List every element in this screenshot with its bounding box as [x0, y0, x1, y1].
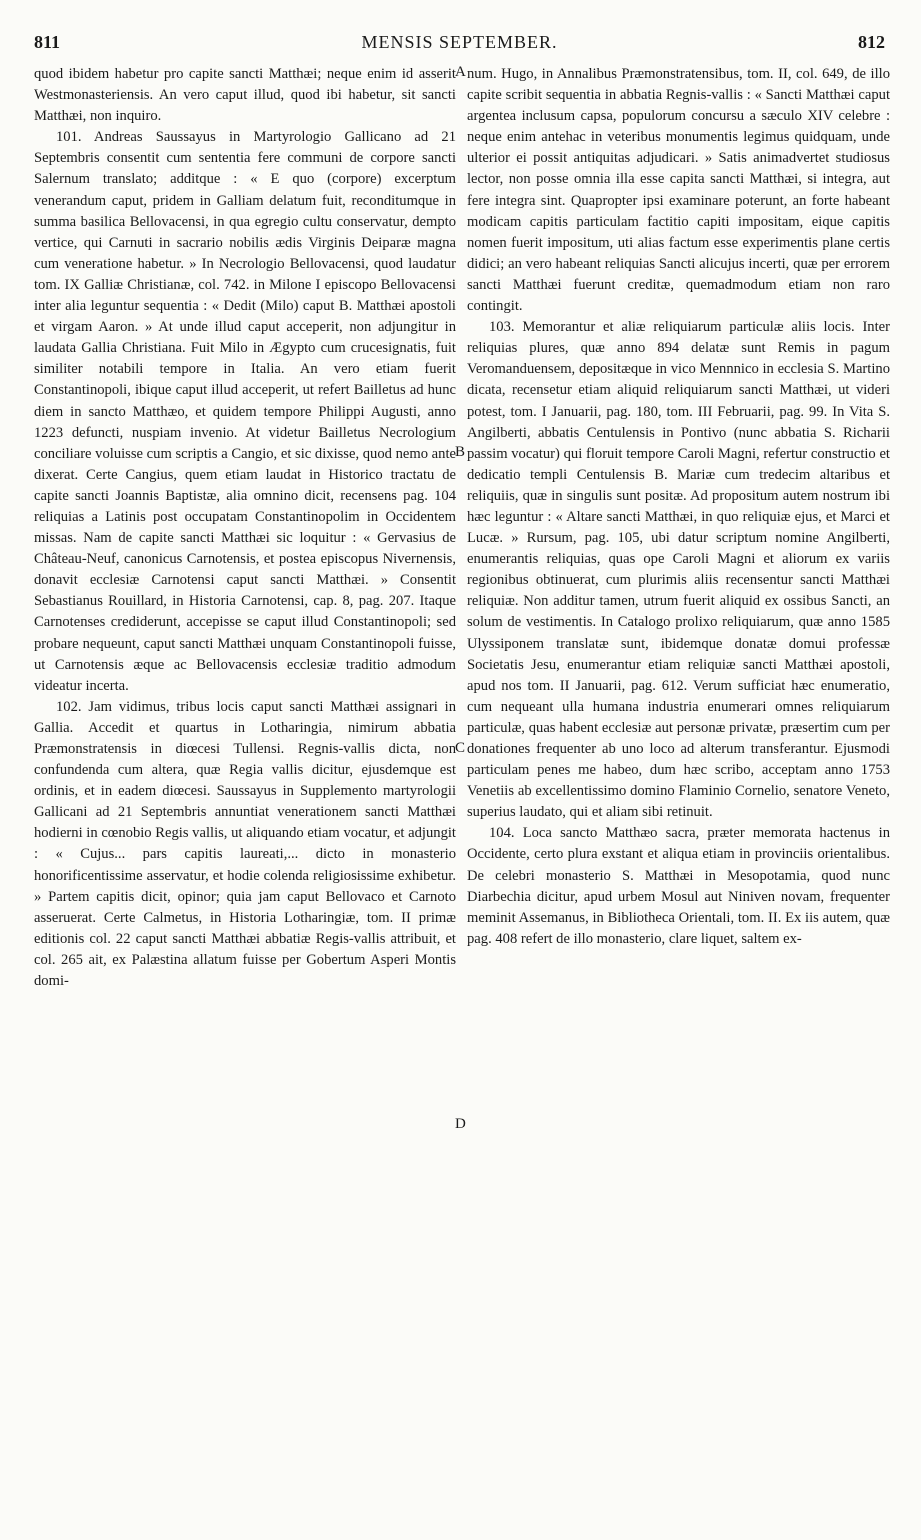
- running-header: [34, 32, 885, 56]
- paragraph-continuation: quod ibidem habetur pro capite sancti Matthæi; neque enim id asserit Westmonasteriensis. An vero caput illud, quod ibi habetur, sit sancti Matthæi, non inquiro.: [34, 66, 456, 125]
- paragraph-101: 101. Andreas Saussayus in Martyrologio Gallicano ad 21 Septembris consentit cum sententia fere communi de corpore sancti Salernum translato; additque : « E quo (corpore) excerptum venerandum caput, pridem in Galliam delatum fuit, reconditumque in summa basilica Bellovacensi, in qua egregio cultu conservatur, dempto vertice, qui Carnuti in sacrario nobilis ædis Virginis Deiparæ magna cum veneratione habetur. » In Necrologio Bellovacensi, quod laudatur tom. IX Galliæ Christianæ, col. 742. in Milone I episcopo Bellovacensi inter alia leguntur sequentia : « Dedit (Milo) caput B. Matthæi apostoli et virgam Aaron. » At unde illud caput acceperit, non adjungitur in laudata Gallia Christiana. Fuit Milo in Ægypto cum crucesignatis, fuit similiter notabili tempore in Italia. An vero etiam fuerit Constantinopoli, ibique caput illud acceperit, ut refert Bailletus ad hunc diem in sancto Matthæo, et quidem tempore Philippi Augusti, anno 1223 defuncti, nuspiam invenio. At videtur Bailletus Necrologium conciliare voluisse cum scriptis a Cangio, et sic dixisse, quod nemo ante dixerat. Certe Cangius, quem etiam laudat in Historico tractatu de capite sancti Joannis Baptistæ, alia omnino dicit, recensens pag. 104 reliquias a Latinis post occupatam Constantinopolim in Occidentem missas. Nam de capite sancti Matthæi sic loquitur : « Gervasius de Château-Neuf, canonicus Carnotensis, et postea episcopus Nivernensis, donavit ecclesiæ Carnotensi caput sancti Matthæi. » Consentit Sebastianus Rouillard, in Historia Carnotensi, cap. 8, pag. 207. Itaque Carnotenses crediderunt, accepisse se caput illud Constantinopoli; sed probare nequeunt, caput sancti Matthæi unquam Constantinopoli fuisse, ut Carnotensis æque ac Bellovacensis ecclesiæ traditio admodum videatur incerta.: [34, 129, 456, 694]
- margin-letter-d: D: [455, 1116, 466, 1132]
- paragraph-104: 104. Loca sancto Matthæo sacra, præter memorata hactenus in Occidente, certo plura exstant et aliqua etiam in provinciis orientalibus. De celebri monasterio S. Matthæi in Mesopotamia, quod nunc Diarbechia dicitur, apud urbem Mosul aut Niniven novam, frequenter meminit Assemanus, in Bibliotheca Orientali, tom. II. Ex iis autem, quæ pag. 408 refert de illo monasterio, clare liquet, saltem ex-: [467, 825, 890, 947]
- margin-letter-c: C: [455, 740, 466, 756]
- margin-letter-b: B: [455, 444, 466, 460]
- paragraph-continuation-right: num. Hugo, in Annalibus Præmonstratensibus, tom. II, col. 649, de illo capite scribit sequentia in abbatia Regnis-vallis : « Sancti Matthæi caput argentea inclusum capsa, populorum concursu a sæculo XIV celebre : neque enim antehac in veteribus monumentis legimus quidquam, unde ulterior ei possit antiquitas adjudicari. » Satis animadvertet studiosus lector, non posse omnia illa esse capita sancti Matthæi, si integra, aut fere integra sint. Quapropter ipsi examinare poterunt, an forte habeant modicam capitis particulam factitio capiti impositam, eique capitis nomen fuerit impositum, uti alias factum esse experimentis plane certis didici; an vero habeant reliquias Sancti alicujus incerti, quæ per errorem sancti Matthæi fuerunt creditæ, quemadmodum etiam non raro contingit.: [467, 66, 890, 315]
- paragraph-103: 103. Memorantur et aliæ reliquiarum particulæ aliis locis. Inter reliquias plures, quæ anno 894 delatæ sunt Remis in pagum Veromanduensem, depositæque in vico Mennnico in ecclesia S. Martino dicata, recensetur etiam aliquid reliquiarum sancti Matthæi, ut videri potest, tom. I Januarii, pag. 180, tom. III Februarii, pag. 99. In Vita S. Angilberti, abbatis Centulensis in Pontivo (nunc abbatia S. Richarii passim vocatur) qui floruit tempore Caroli Magni, refertur constructio et dedicatio templi Centulensis B. Mariæ cum tredecim altaribus et reliquiis, quæ in singulis sunt positæ. Ad propositum autem nostrum ibi hæc leguntur : « Altare sancti Matthæi, in quo reliquiæ ejus, et Marci et Lucæ. » Rursum, pag. 105, ubi datur scriptum nomine Angilberti, enumerantis reliquias, quas ope Caroli Magni et aliorum ex variis regionibus obtinuerat, cum plurimis aliis recensentur sancti Matthæi reliquiæ. Non additur tamen, utrum fuerit aliquid ex ossibus Sancti, an solum de vestimentis. In Catalogo prolixo reliquiarum, quæ anno 1585 Ulyssiponem translatæ sunt, ibidemque donatæ domui professæ Societatis Jesu, enumerantur etiam reliquiæ sancti Matthæi apostoli, apud nos tom. II Januarii, pag. 612. Verum sufficiat hæc enumeratio, cum nequeant ulla humana industria enumerari omnes reliquiarum particulæ, quas habent ecclesiæ aut personæ privatæ, præsertim cum per donationes frequenter ab uno loco ad alterum transferantur. Ejusmodi particulam penes me habeo, dum hæc scribo, acceptam anno 1753 Venetiis ab excellentissimo domino Flaminio Cornelio, senatore Veneto, superius laudato, qui et aliam sibi retinuit.: [467, 319, 890, 821]
- left-column: [34, 64, 456, 992]
- page-number-right: 812: [858, 32, 885, 52]
- running-title: MENSIS SEPTEMBER.: [361, 32, 558, 52]
- right-column: [467, 64, 890, 950]
- page-number-left: 811: [34, 32, 61, 52]
- margin-letter-a: A: [455, 64, 466, 80]
- paragraph-102: 102. Jam vidimus, tribus locis caput sancti Matthæi assignari in Gallia. Accedit et quartus in Lotharingia, nimirum abbatia Præmonstratensis in diœcesi Tullensi. Regnis-vallis dicta, non confundenda cum altera, quæ Regia vallis dicitur, ejusdemque est ordinis, et in eadem diœcesi. Saussayus in Supplemento martyrologii Gallicani ad 21 Septembris annuntiat venerationem sancti Matthæi hodierni in cœnobio Regis vallis, ut aliquando etiam vocatur, et adjungit : « Cujus... pars capitis laureati,... dicto in monasterio honorificentissime asservatur, et hodie colenda religiosissime exhibetur. » Partem capitis dicit, opinor; quia jam caput Bellovaco et Carnoto asseruerat. Certe Calmetus, in Historia Lotharingiæ, tom. II primæ editionis col. 22 caput sancti Matthæi abbatiæ Regis-vallis attribuit, et col. 265 ait, ex Palæstina allatum fuisse per Gobertum Asperi Montis domi-: [34, 698, 456, 990]
